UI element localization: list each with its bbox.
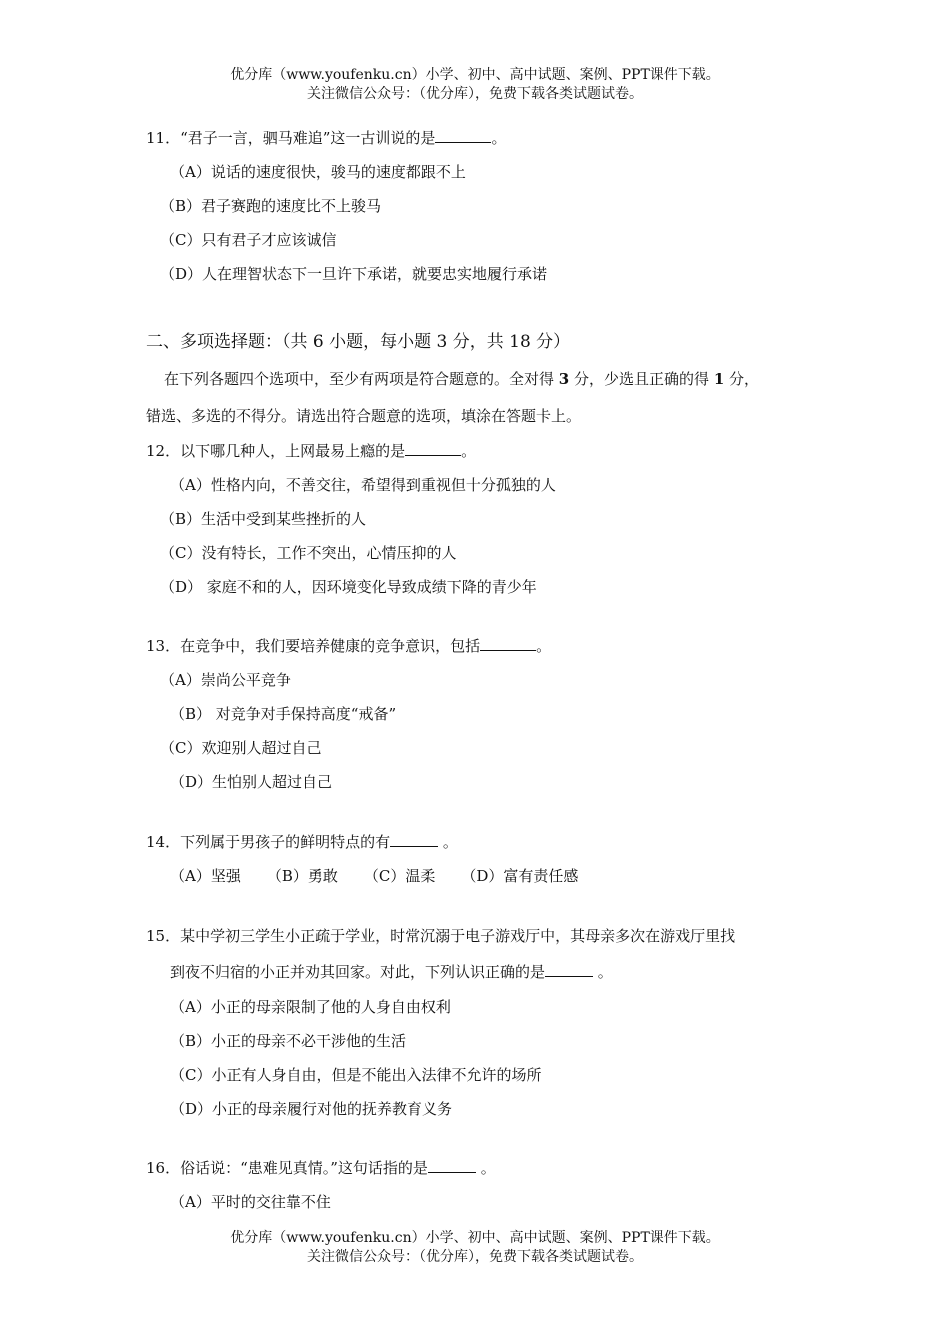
instr-text: 分，少选且正确的得 (574, 370, 710, 388)
q11-option-a: （A）说话的速度很快，骏马的速度都跟不上 (170, 163, 466, 181)
question-16-stem (146, 1158, 496, 1178)
q11-option-d: （D）人在理智状态下一旦许下承诺，就要忠实地履行承诺 (160, 265, 548, 283)
question-12-stem (146, 441, 476, 461)
q13-option-b: （B） 对竞争对手保持高度“戒备” (170, 705, 397, 723)
q13-option-a: （A）崇尚公平竞争 (160, 671, 291, 689)
q14-option-b: （B）勇敢 (266, 867, 338, 885)
question-13-end: 。 (536, 637, 552, 655)
page-header-line2: 关注微信公众号：（优分库），免费下载各类试题试卷。 (307, 86, 643, 102)
question-15-end: 。 (593, 963, 613, 981)
section-2-title: 二、多项选择题：（共 6 小题，每小题 3 分，共 18 分） (146, 332, 571, 352)
question-16-text: 16．俗话说：“患难见真情。”这句话指的是 (146, 1159, 428, 1177)
q15-option-b: （B）小正的母亲不必干涉他的生活 (170, 1032, 407, 1050)
q15-option-c: （C）小正有人身自由，但是不能出入法律不允许的场所 (170, 1066, 542, 1084)
q12-option-b: （B）生活中受到某些挫折的人 (160, 510, 367, 528)
question-15-stem-2 (170, 962, 613, 982)
instr-score-full: 3 (558, 370, 570, 388)
q14-option-d: （D）富有责任感 (461, 867, 579, 885)
q14-options (170, 866, 578, 886)
question-16-end: 。 (475, 1159, 496, 1177)
q12-option-a: （A）性格内向，不善交往，希望得到重视但十分孤独的人 (170, 476, 556, 494)
instr-score-partial: 1 (713, 370, 725, 388)
question-12-end: 。 (461, 442, 477, 460)
page-header-line1: 优分库（www.youfenku.cn）小学、初中、高中试题、案例、PPT课件下载。 (230, 67, 720, 83)
page-footer-line2: 关注微信公众号：（优分库），免费下载各类试题试卷。 (307, 1249, 643, 1265)
answer-blank (480, 636, 536, 651)
answer-blank (545, 962, 593, 977)
answer-blank (390, 832, 438, 847)
q13-option-d: （D）生怕别人超过自己 (170, 773, 333, 791)
question-13-stem (146, 636, 551, 656)
q12-option-c: （C）没有特长，工作不突出，心情压抑的人 (160, 544, 457, 562)
page-footer-line1: 优分库（www.youfenku.cn）小学、初中、高中试题、案例、PPT课件下载。 (230, 1230, 720, 1246)
question-11-end: 。 (491, 129, 507, 147)
question-11-stem (146, 128, 506, 148)
q11-option-c: （C）只有君子才应该诚信 (160, 231, 337, 249)
question-14-end: 。 (438, 833, 458, 851)
q14-option-c: （C）温柔 (363, 867, 436, 885)
q13-option-c: （C）欢迎别人超过自己 (160, 739, 322, 757)
section-2-instructions-2: 错选、多选的不得分。请选出符合题意的选项，填涂在答题卡上。 (146, 407, 582, 425)
question-15-text: 到夜不归宿的小正并劝其回家。对此，下列认识正确的是 (170, 963, 546, 981)
answer-blank (405, 441, 461, 456)
q14-option-a: （A）坚强 (170, 867, 241, 885)
q15-option-a: （A）小正的母亲限制了他的人身自由权利 (170, 998, 451, 1016)
question-13-text: 13．在竞争中，我们要培养健康的竞争意识，包括 (146, 637, 481, 655)
question-11-text: 11．“君子一言，驷马难追”这一古训说的是 (146, 129, 436, 147)
answer-blank (435, 128, 491, 143)
question-14-text: 14．下列属于男孩子的鲜明特点的有 (146, 833, 391, 851)
q15-option-d: （D）小正的母亲履行对他的抚养教育义务 (170, 1100, 453, 1118)
question-12-text: 12．以下哪几种人，上网最易上瘾的是 (146, 442, 406, 460)
q11-option-b: （B）君子赛跑的速度比不上骏马 (160, 197, 382, 215)
q16-option-a: （A）平时的交往靠不住 (170, 1193, 331, 1211)
section-2-instructions-1 (164, 369, 759, 389)
question-14-stem (146, 832, 458, 852)
answer-blank (428, 1158, 476, 1173)
instr-text: 分， (729, 370, 760, 388)
instr-text: 在下列各题四个选项中，至少有两项是符合题意的。全对得 (164, 370, 555, 388)
question-15-stem-1: 15．某中学初三学生小正疏于学业，时常沉溺于电子游戏厅中，其母亲多次在游戏厅里找 (146, 927, 736, 945)
q12-option-d: （D） 家庭不和的人，因环境变化导致成绩下降的青少年 (160, 578, 537, 596)
